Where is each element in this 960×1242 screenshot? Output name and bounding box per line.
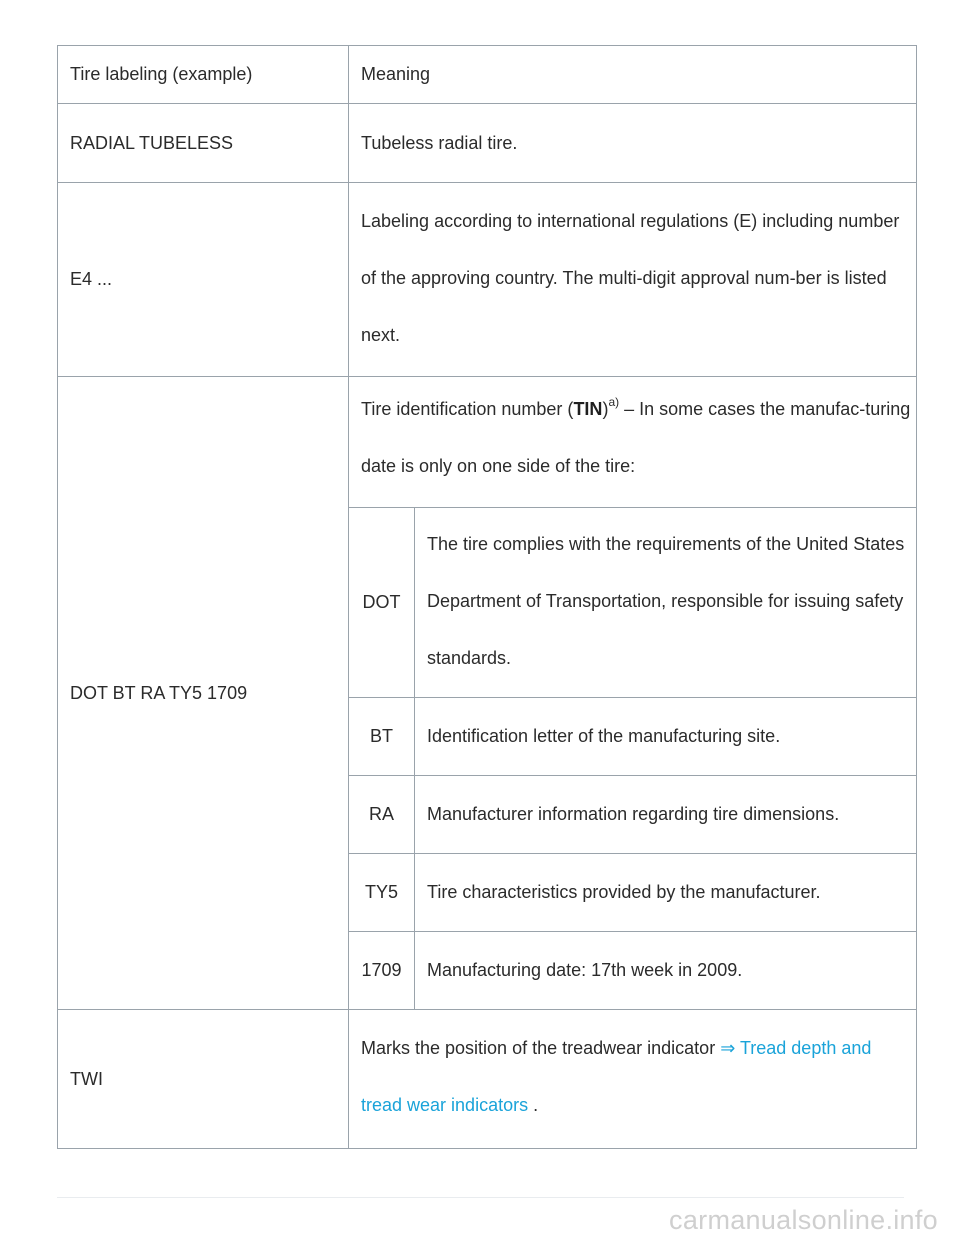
dot-item-row	[349, 854, 916, 932]
table-row-twi	[58, 1010, 917, 1149]
meaning-e4: Labeling according to international regulations (E) including number of the approving country. The multi-digit approval num-ber is listed next.	[361, 211, 900, 345]
dot-desc: Identification letter of the manufacturing site.	[415, 698, 917, 776]
tire-labeling-table	[57, 45, 917, 1149]
footnote-marker: a)	[608, 395, 620, 409]
dot-item-row	[349, 508, 916, 698]
footer-divider	[57, 1197, 904, 1198]
dot-code: 1709	[349, 932, 415, 1010]
dot-desc: The tire complies with the requirements of the United States Department of Transportation, responsible for issuing safety standards.	[427, 534, 905, 668]
meaning-twi-cell	[349, 1010, 917, 1149]
label-radial-tubeless: RADIAL TUBELESS	[58, 104, 349, 183]
meaning-e4-cell	[349, 183, 917, 377]
label-dot: DOT BT RA TY5 1709	[58, 377, 349, 1010]
dot-desc-cell	[415, 508, 917, 698]
meaning-twi	[361, 1010, 916, 1148]
dot-intro-before: Tire identification number (	[361, 399, 574, 419]
dot-item-row	[349, 776, 916, 854]
dot-desc: Manufacturer information regarding tire dimensions.	[415, 776, 917, 854]
dot-item-row	[349, 698, 916, 776]
dot-code: RA	[349, 776, 415, 854]
twi-text-after: .	[528, 1095, 539, 1115]
dot-code: TY5	[349, 854, 415, 932]
dot-intro	[361, 377, 916, 507]
twi-text-before: Marks the position of the treadwear indicator	[361, 1038, 721, 1058]
meaning-dot-cell	[349, 377, 917, 1010]
dot-breakdown-table	[349, 507, 916, 1009]
table-row-dot	[58, 377, 917, 1010]
tin-abbreviation: TIN	[573, 399, 603, 419]
dot-desc: Manufacturing date: 17th week in 2009.	[415, 932, 917, 1010]
dot-desc: Tire characteristics provided by the manufacturer.	[415, 854, 917, 932]
header-tire-labeling: Tire labeling (example)	[58, 46, 349, 104]
dot-code: BT	[349, 698, 415, 776]
table-row-radial	[58, 104, 917, 183]
label-e4: E4 ...	[58, 183, 349, 377]
dot-code: DOT	[349, 508, 415, 698]
table-header-row	[58, 46, 917, 104]
dot-intro-paren: )	[602, 399, 609, 419]
header-meaning: Meaning	[349, 46, 917, 104]
table-row-e4	[58, 183, 917, 377]
meaning-radial-tubeless: Tubeless radial tire.	[349, 104, 917, 183]
tread-depth-link[interactable]: ⇒ Tread depth and tread wear indicators	[361, 1038, 872, 1115]
label-twi: TWI	[58, 1010, 349, 1149]
dot-item-row	[349, 932, 916, 1010]
site-watermark: carmanualsonline.info	[669, 1205, 938, 1235]
dot-intro-after: – In some cases the manufac-turing date is only on one side of the tire:	[361, 399, 911, 476]
